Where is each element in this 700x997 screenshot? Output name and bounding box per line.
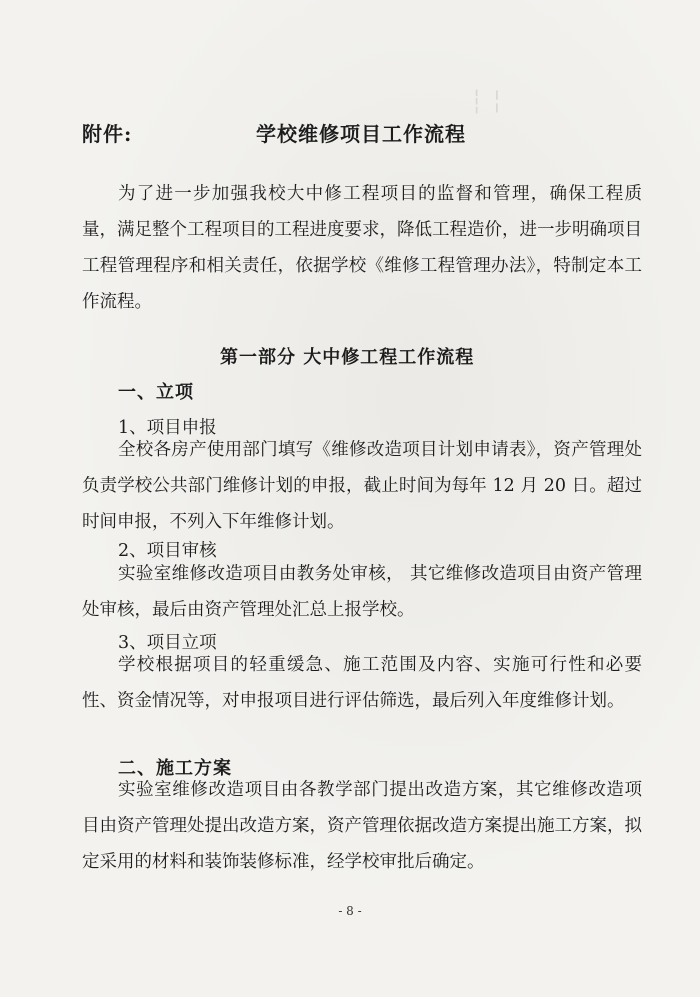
paragraph-project-approval: 学校根据项目的轻重缓急、施工范围及内容、实施可行性和必要性、资金情况等，对申报项目进行评估筛选，最后列入年度维修计划。 [82, 655, 642, 711]
section-heading-construction-plan: 二、施工方案 [118, 758, 232, 779]
paragraph-construction-plan: 实验室维修改造项目由各教学部门提出改造方案，其它维修改造项目由资产管理处提出改造方案，资产管理依据改造方案提出施工方案，拟定采用的材料和装饰装修标准，经学校审批后确定。 [82, 780, 642, 872]
section-heading-approval: 一、立项 [118, 382, 194, 403]
subheading-project-approval: 3、项目立项 [118, 633, 217, 653]
part-heading: 第一部分 大中修工程工作流程 [220, 347, 475, 368]
page-number: - 8 - [338, 904, 362, 918]
attachment-label: 附件: [82, 122, 133, 146]
page-title: 学校维修项目工作流程 [256, 122, 466, 146]
subheading-review: 2、项目审核 [118, 541, 217, 561]
bleed-mark: ┆ ╎ [470, 90, 504, 115]
intro-paragraph: 为了进一步加强我校大中修工程项目的监督和管理，确保工程质量，满足整个工程项目的工程进度要求，降低工程造价，进一步明确项目工程管理程序和相关责任，依据学校《维修工程管理办法》，特制定本工作流程。 [82, 184, 642, 312]
subheading-application: 1、项目申报 [118, 418, 217, 438]
paragraph-application: 全校各房产使用部门填写《维修改造项目计划申请表》，资产管理处负责学校公共部门维修计划的申报，截止时间为每年 12 月 20 日。超过时间申报，不列入下年维修计划。 [82, 440, 642, 532]
paragraph-review: 实验室维修改造项目由教务处审核， 其它维修改造项目由资产管理处审核，最后由资产管理处汇总上报学校。 [82, 564, 642, 620]
